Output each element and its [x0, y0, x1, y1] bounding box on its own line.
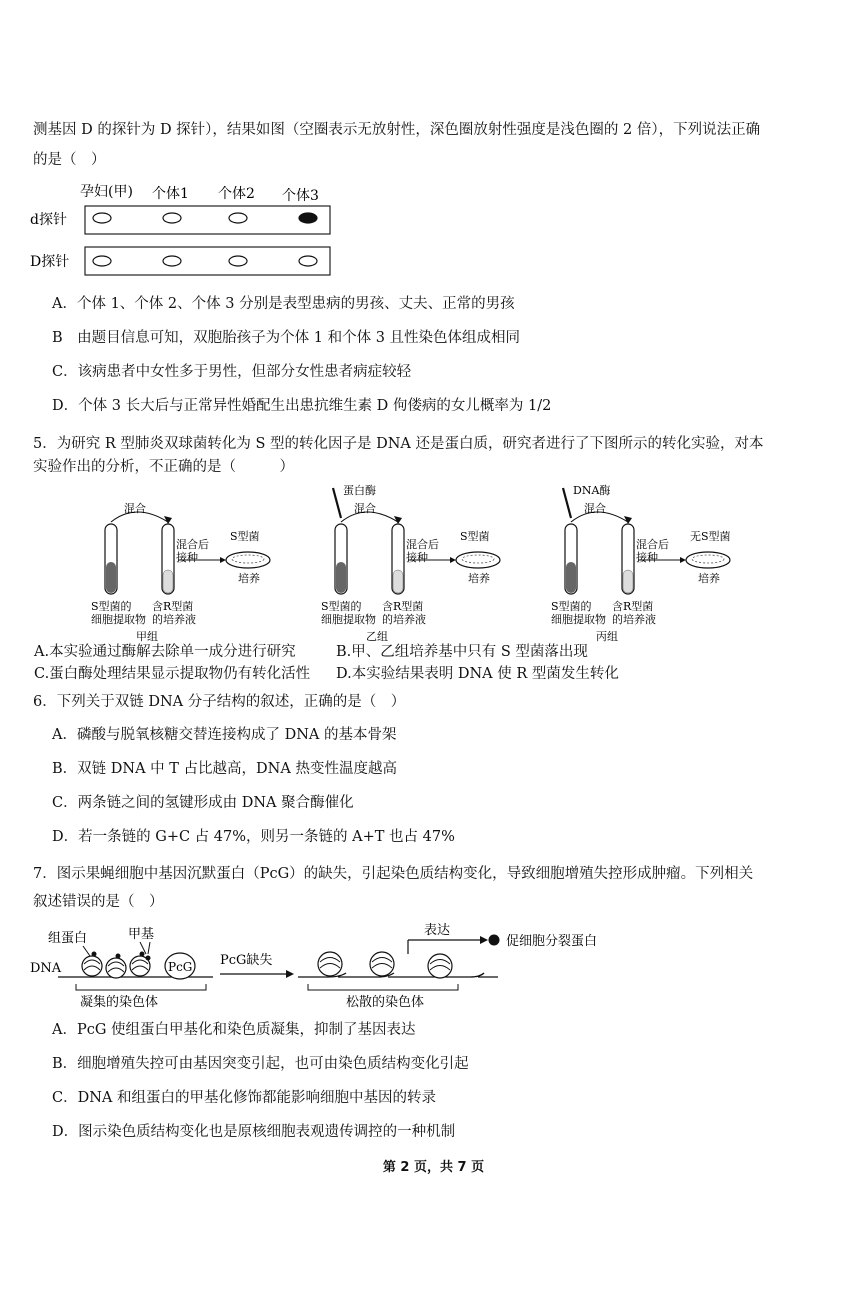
group-1 — [321, 483, 500, 643]
culture-medium-label-0: 含R型菌 — [382, 600, 424, 613]
blot-col-3: 个体3 — [282, 188, 319, 204]
extract-label-0: S型菌的 — [321, 600, 362, 613]
inoculate-arrowhead — [220, 557, 226, 563]
tube-culture-fill — [393, 570, 403, 593]
plate-label: 无S型菌 — [690, 530, 731, 543]
blot-spot-r0-c2 — [229, 213, 247, 223]
enzyme-label: 蛋白酶 — [343, 484, 376, 497]
label-histone: 组蛋白 — [48, 931, 88, 946]
inoculate-arrowhead — [450, 557, 456, 563]
blot-spot-r1-c1 — [163, 256, 181, 266]
culture-medium-label-1: 的培养液 — [612, 613, 656, 626]
tube-extract-fill — [336, 562, 346, 593]
blot-spot-r0-c0 — [93, 213, 111, 223]
blot-row-1-label: D探针 — [30, 254, 70, 270]
page-footer: 第 2 页，共 7 页 — [382, 1160, 485, 1175]
blot-spot-r1-c2 — [229, 256, 247, 266]
culture-label: 培养 — [468, 572, 490, 585]
pipette — [563, 488, 571, 518]
blot-spot-r1-c3 — [299, 256, 317, 266]
mix-label: 混合 — [124, 502, 146, 515]
q7-option-d: D．图示染色质结构变化也是原核细胞表观遗传调控的一种机制 — [52, 1124, 456, 1140]
transformation-experiment-diagram — [80, 482, 770, 644]
q6-option-d: D．若一条链的 G+C 占 47%，则另一条链的 A+T 也占 47% — [52, 829, 455, 845]
intro-line-2: 的是（ ） — [33, 152, 106, 168]
extract-label-1: 细胞提取物 — [551, 613, 606, 626]
q6-option-a: A．磷酸与脱氧核糖交替连接构成了 DNA 的基本骨架 — [52, 727, 397, 743]
extract-label-1: 细胞提取物 — [321, 613, 376, 626]
q6-stem: 6．下列关于双链 DNA 分子结构的叙述，正确的是（ ） — [33, 694, 406, 710]
q7-stem-2: 叙述错误的是（ ） — [33, 894, 164, 910]
step-label-0: 混合后 — [176, 538, 209, 551]
culture-medium-label-1: 的培养液 — [382, 613, 426, 626]
q5-option-a: A.本实验通过酶解去除单一成分进行研究 — [34, 644, 296, 660]
group-name: 甲组 — [136, 630, 158, 643]
plate-label: S型菌 — [230, 530, 260, 543]
product-dot — [489, 935, 500, 946]
blot-row-0-label: d探针 — [30, 212, 67, 228]
blot-spot-r0-c3 — [299, 213, 317, 223]
inoculate-arrowhead — [680, 557, 686, 563]
chromatin-diagram — [28, 914, 648, 1024]
step-label-0: 混合后 — [636, 538, 669, 551]
q5-option-c: C.蛋白酶处理结果显示提取物仍有转化活性 — [34, 666, 311, 682]
culture-medium-label-0: 含R型菌 — [152, 600, 194, 613]
label-pcg: PcG — [168, 960, 193, 974]
q6-option-b: B．双链 DNA 中 T 占比越高，DNA 热变性温度越高 — [52, 761, 397, 777]
mix-label: 混合 — [584, 502, 606, 515]
tube-extract-fill — [106, 562, 116, 593]
q5-option-d: D.本实验结果表明 DNA 使 R 型菌发生转化 — [336, 666, 619, 682]
blot-strip-D — [85, 247, 330, 275]
blot-col-2: 个体2 — [218, 186, 255, 202]
q4-option-c: C．该病患者中女性多于男性，但部分女性患者病症较轻 — [52, 364, 412, 380]
culture-medium-label-0: 含R型菌 — [612, 600, 654, 613]
q4-option-d: D．个体 3 长大后与正常异性婚配生出患抗维生素 D 佝偻病的女儿概率为 1/2 — [52, 398, 552, 414]
extract-label-1: 细胞提取物 — [91, 613, 146, 626]
label-loose-chromatin: 松散的染色体 — [346, 995, 425, 1010]
label-dna: DNA — [30, 961, 62, 976]
group-0 — [91, 501, 270, 643]
q4-option-a: A．个体 1、个体 2、个体 3 分别是表型患病的男孩、丈夫、正常的男孩 — [52, 296, 515, 312]
intro-line-1: 测基因 D 的探针为 D 探针），结果如图（空圈表示无放射性，深色圈放射性强度是浅色圈的 2 倍），下列说法正确 — [33, 122, 761, 138]
q5-stem-1: 5．为研究 R 型肺炎双球菌转化为 S 型的转化因子是 DNA 还是蛋白质，研究者进行了下图所示的转化实验，对本 — [33, 436, 764, 452]
blot-spot-r1-c0 — [93, 256, 111, 266]
label-product: 促细胞分裂蛋白 — [506, 934, 598, 949]
extract-label-0: S型菌的 — [91, 600, 132, 613]
step-label-1: 接种 — [636, 551, 658, 564]
plate-label: S型菌 — [460, 530, 490, 543]
q5-option-b: B.甲、乙组培养基中只有 S 型菌落出现 — [336, 644, 588, 660]
q7-option-a: A．PcG 使组蛋白甲基化和染色质凝集，抑制了基因表达 — [52, 1022, 416, 1038]
enzyme-label: DNA酶 — [573, 484, 611, 497]
q7-stem-1: 7．图示果蝇细胞中基因沉默蛋白（PcG）的缺失，引起染色质结构变化，导致细胞增殖失控形成肿瘤。下列相关 — [33, 866, 754, 882]
label-express: 表达 — [424, 923, 451, 938]
loose-nucleosomes — [318, 952, 452, 978]
extract-label-0: S型菌的 — [551, 600, 592, 613]
label-methyl: 甲基 — [128, 927, 155, 942]
blot-col-1: 个体1 — [152, 186, 189, 202]
probe-blot-figure — [30, 182, 340, 277]
tube-culture-fill — [163, 570, 173, 593]
blot-spot-r0-c1 — [163, 213, 181, 223]
pipette — [333, 488, 341, 518]
group-name: 丙组 — [596, 630, 618, 643]
q6-option-c: C．两条链之间的氢键形成由 DNA 聚合酶催化 — [52, 795, 354, 811]
q5-stem-2: 实验作出的分析，不正确的是（ ） — [33, 459, 294, 475]
step-label-1: 接种 — [176, 551, 198, 564]
q7-option-b: B．细胞增殖失控可由基因突变引起，也可由染色质结构变化引起 — [52, 1056, 469, 1072]
label-condensed-chromatin: 凝集的染色体 — [80, 995, 159, 1010]
tube-extract-fill — [566, 562, 576, 593]
step-label-1: 接种 — [406, 551, 428, 564]
tube-culture-fill — [623, 570, 633, 593]
group-name: 乙组 — [366, 630, 388, 643]
condensed-nucleosomes — [82, 952, 151, 979]
mix-label: 混合 — [354, 502, 376, 515]
culture-medium-label-1: 的培养液 — [152, 613, 196, 626]
blot-col-0: 孕妇(甲) — [80, 184, 133, 200]
q7-option-c: C．DNA 和组蛋白的甲基化修饰都能影响细胞中基因的转录 — [52, 1090, 436, 1106]
culture-label: 培养 — [238, 572, 260, 585]
culture-label: 培养 — [698, 572, 720, 585]
blot-strip-d — [85, 206, 330, 234]
step-label-0: 混合后 — [406, 538, 439, 551]
label-pcg-loss: PcG缺失 — [220, 953, 273, 968]
group-2 — [551, 483, 731, 643]
q4-option-b: B 由题目信息可知，双胞胎孩子为个体 1 和个体 3 且性染色体组成相同 — [52, 330, 521, 346]
